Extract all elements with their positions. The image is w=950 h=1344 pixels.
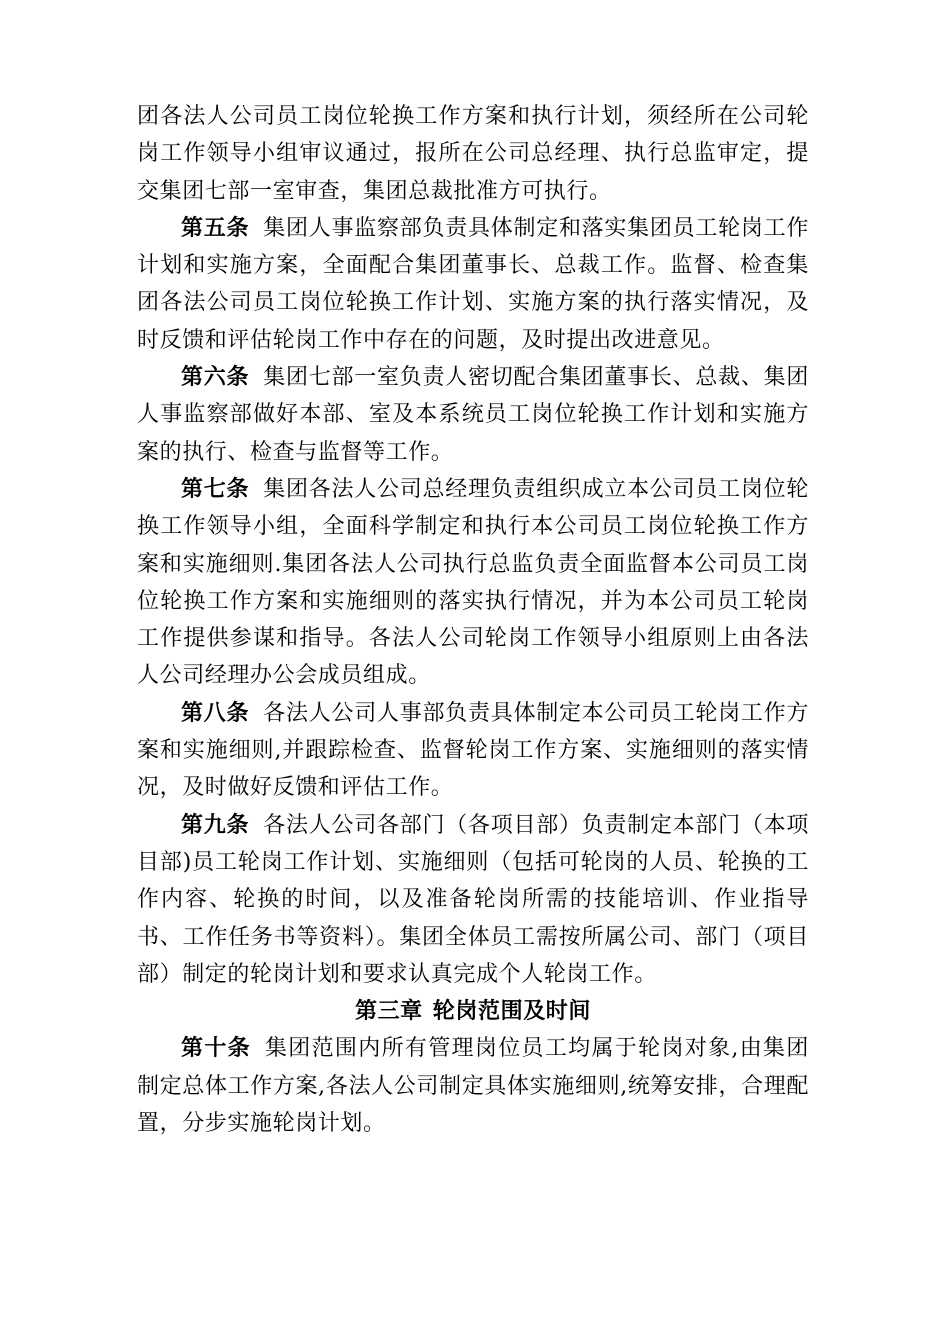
article-number: 第五条 [181, 215, 250, 241]
article-number: 第六条 [181, 365, 250, 391]
article-number: 第七条 [181, 476, 250, 502]
article-text: 集团范围内所有管理岗位员工均属于轮岗对象,由集团制定总体工作方案,各法人公司制定具体实施细则,统筹安排，合理配置，分步实施轮岗计划。 [137, 1036, 809, 1137]
article-10 [137, 1030, 809, 1142]
article-number: 第八条 [181, 700, 250, 726]
article-text: 各法人公司各部门（各项目部）负责制定本部门（本项目部)员工轮岗工作计划、实施细则（包括可轮岗的人员、轮换的工作内容、轮换的时间，以及准备轮岗所需的技能培训、作业指导书、工作任务书等资料）。集团全体员工需按所属公司、部门（项目部）制定的轮岗计划和要求认真完成个人轮岗工作。 [137, 812, 809, 987]
chapter-heading [137, 993, 809, 1030]
article-5 [137, 210, 809, 359]
article-number: 第十条 [181, 1036, 251, 1062]
article-text: 各法人公司人事部负责具体制定本公司员工轮岗工作方案和实施细则,并跟踪检查、监督轮岗工作方案、实施细则的落实情况，及时做好反馈和评估工作。 [137, 700, 809, 801]
article-7 [137, 471, 809, 695]
article-text: 集团人事监察部负责具体制定和落实集团员工轮岗工作计划和实施方案，全面配合集团董事长、总裁工作。监督、检查集团各法公司员工岗位轮换工作计划、实施方案的执行落实情况，及时反馈和评估轮岗工作中存在的问题，及时提出改进意见。 [137, 215, 809, 353]
chapter-title: 轮岗范围及时间 [432, 999, 591, 1025]
chapter-number: 第三章 [354, 999, 423, 1025]
document-page [137, 98, 809, 1142]
article-number: 第九条 [181, 812, 250, 838]
article-text: 集团各法人公司总经理负责组织成立本公司员工岗位轮换工作领导小组，全面科学制定和执行本公司员工岗位轮换工作方案和实施细则.集团各法人公司执行总监负责全面监督本公司员工岗位轮换工作方案和实施细则的落实执行情况，并为本公司员工轮岗工作提供参谋和指导。各法人公司轮岗工作领导小组原则上由各法人公司经理办公会成员组成。 [137, 476, 809, 689]
article-9 [137, 807, 809, 993]
article-8 [137, 695, 809, 807]
article-6 [137, 359, 809, 471]
article-text: 集团七部一室负责人密切配合集团董事长、总裁、集团人事监察部做好本部、室及本系统员工岗位轮换工作计划和实施方案的执行、检查与监督等工作。 [137, 365, 809, 465]
intro-paragraph: 团各法人公司员工岗位轮换工作方案和执行计划，须经所在公司轮岗工作领导小组审议通过，报所在公司总经理、执行总监审定，提交集团七部一室审查，集团总裁批准方可执行。 [137, 104, 809, 204]
